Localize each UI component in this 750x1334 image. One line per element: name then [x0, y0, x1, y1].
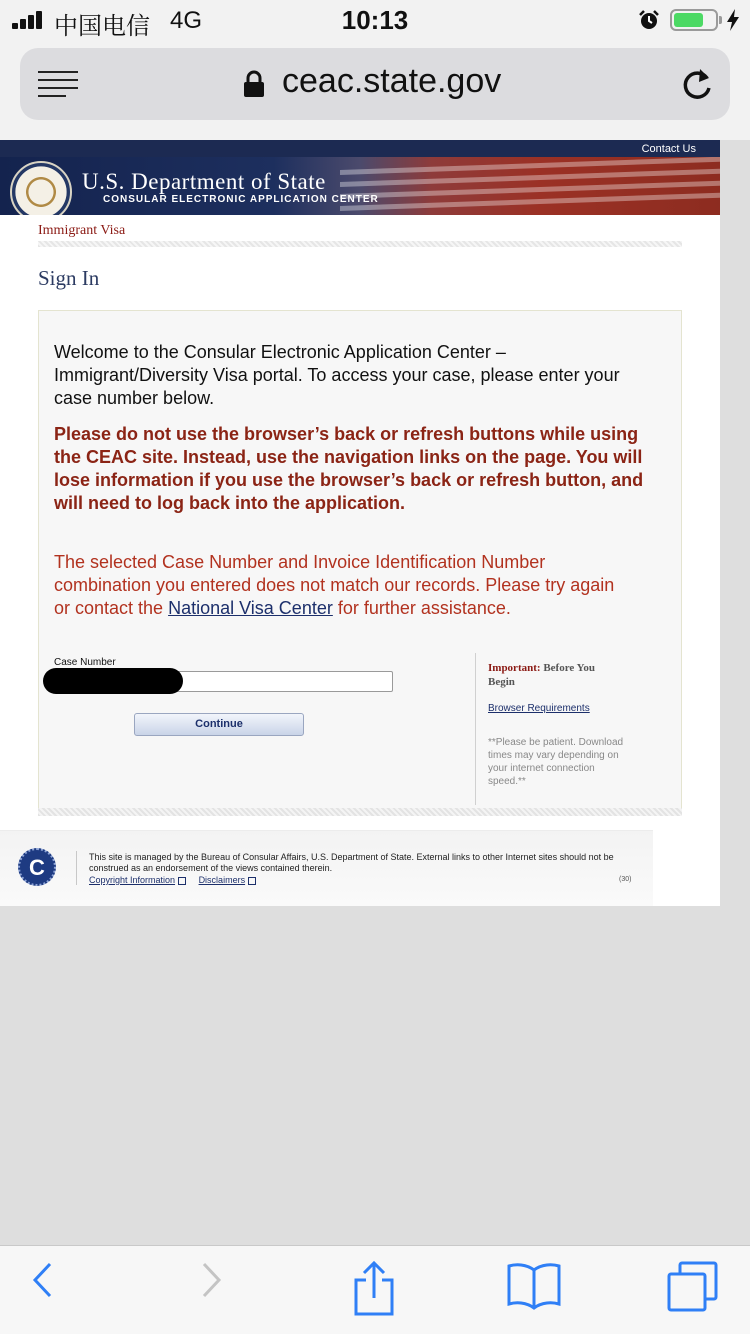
- external-link-icon: [178, 877, 186, 885]
- browser-toolbar: [0, 1245, 750, 1334]
- breadcrumb[interactable]: Immigrant Visa: [38, 223, 126, 238]
- copyright-link[interactable]: Copyright Information: [89, 875, 186, 885]
- state-seal-icon: [10, 161, 72, 215]
- page-footer: [0, 830, 653, 906]
- department-subtitle: CONSULAR ELECTRONIC APPLICATION CENTER: [103, 194, 379, 205]
- address-bar[interactable]: [20, 48, 730, 120]
- network-type: 4G: [170, 7, 203, 34]
- web-page: [0, 140, 720, 906]
- reload-icon[interactable]: [680, 66, 714, 102]
- charging-icon: [726, 9, 740, 31]
- browser-requirements-link[interactable]: Browser Requirements: [488, 703, 590, 714]
- patience-note: **Please be patient. Download times may vary depending on your internet connection speed.**: [488, 737, 624, 787]
- page-title: Sign In: [38, 266, 100, 290]
- bookmarks-icon[interactable]: [506, 1260, 562, 1310]
- reader-icon[interactable]: [38, 70, 80, 98]
- error-text-end: for further assistance.: [332, 598, 511, 618]
- battery-icon: [670, 9, 718, 31]
- consular-logo-icon: [18, 848, 56, 886]
- carrier-name: 中国电信: [54, 12, 150, 40]
- important-label: Important:: [488, 662, 541, 674]
- sidebar-divider: [475, 653, 476, 805]
- footer-divider: [76, 851, 77, 885]
- alarm-icon: [638, 9, 660, 31]
- status-time: 10:13: [341, 5, 409, 35]
- external-link-icon: [248, 877, 256, 885]
- back-icon[interactable]: [30, 1260, 56, 1300]
- important-text: Before You Begin: [488, 662, 595, 688]
- important-note: [488, 661, 618, 689]
- panel-bottom-border: [38, 808, 682, 816]
- top-strip: [0, 140, 720, 157]
- warning-text: Please do not use the browser’s back or refresh buttons while using the CEAC site. Instead, use the navigation links on the page. You will lose information if you use the browser’s back or refresh button, and will need to log back into the application.: [54, 424, 644, 513]
- sign-in-panel: [38, 310, 682, 816]
- error-text: The selected Case Number and Invoice Identification Number combination you entered does not match our records. Please try again or contact the: [54, 552, 615, 618]
- divider: [38, 241, 682, 247]
- logo-letter: C: [29, 855, 45, 880]
- footer-text: This site is managed by the Bureau of Consular Affairs, U.S. Department of State. External links to other Internet sites should not be construed as an endorsement of the views contained therein.: [89, 852, 614, 873]
- forward-icon[interactable]: [198, 1260, 224, 1300]
- site-banner: [0, 157, 720, 215]
- welcome-text: Welcome to the Consular Electronic Application Center – Immigrant/Diversity Visa portal. To access your case, please enter your case number below.: [54, 342, 620, 408]
- url-text: ceac.state.gov: [282, 62, 502, 100]
- browser-chrome: [0, 42, 750, 140]
- national-visa-center-link[interactable]: National Visa Center: [168, 598, 333, 618]
- redaction-mark: [43, 668, 183, 694]
- contact-link[interactable]: Contact Us: [641, 143, 696, 155]
- disclaimers-link[interactable]: Disclaimers: [199, 875, 257, 885]
- share-icon[interactable]: [352, 1260, 396, 1316]
- case-number-label: Case Number: [54, 657, 116, 668]
- footer-code: (30): [619, 876, 632, 883]
- status-bar: [0, 0, 750, 42]
- continue-button[interactable]: Continue: [134, 713, 304, 736]
- lock-icon: [243, 70, 265, 98]
- footer-links: [89, 875, 266, 885]
- tabs-icon[interactable]: [666, 1260, 720, 1314]
- error-message: [54, 551, 634, 620]
- department-title: U.S. Department of State: [82, 169, 326, 194]
